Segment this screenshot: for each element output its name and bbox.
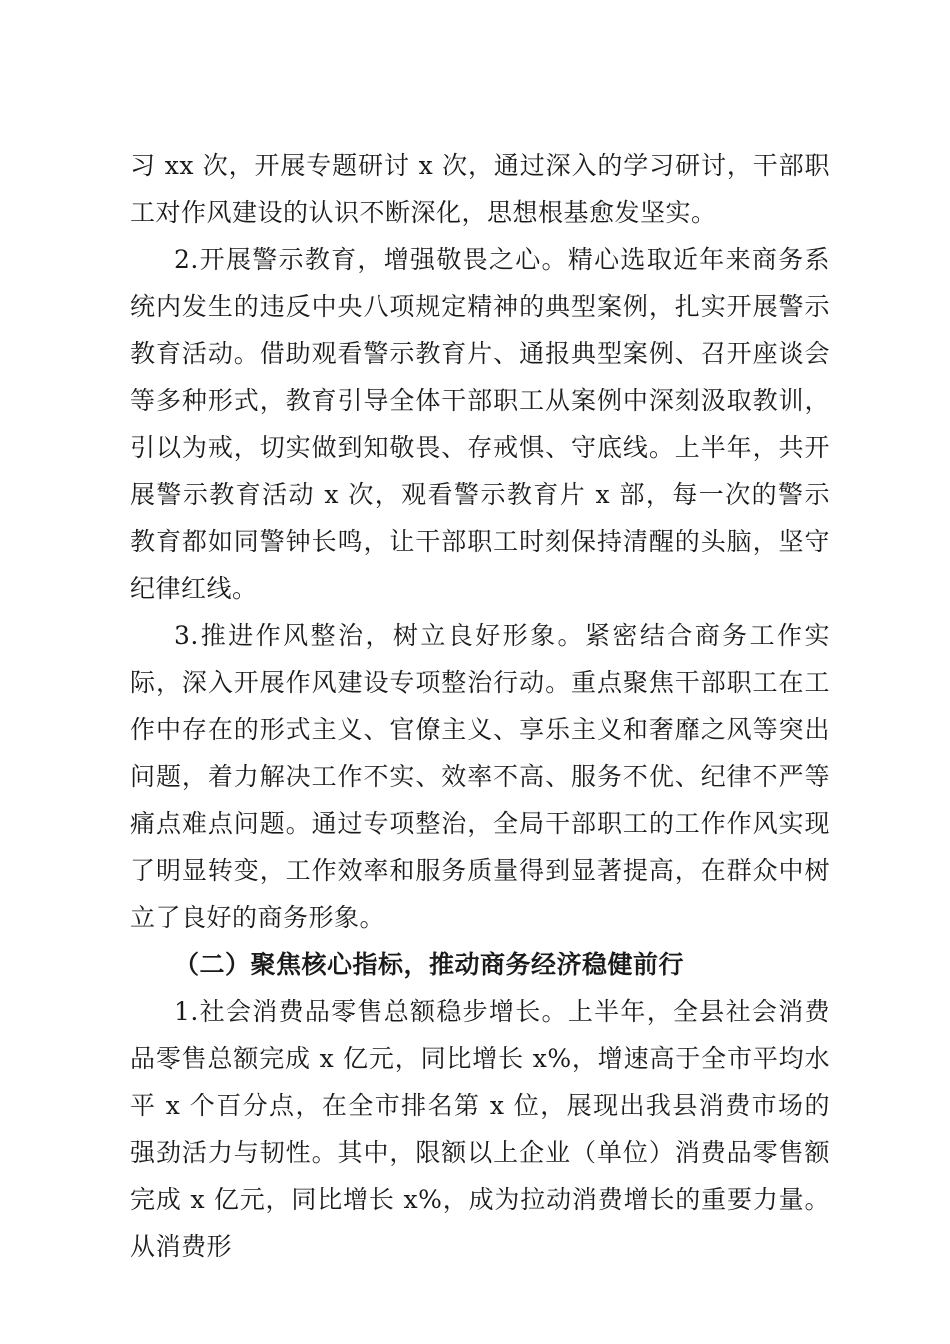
paragraph-style-rectification: 3.推进作风整治，树立良好形象。紧密结合商务工作实际，深入开展作风建设专项整治行动。重点聚焦干部职工在工作中存在的形式主义、官僚主义、享乐主义和奢靡之风等突出问题，着力解决工作不实、效率不高、服务不优、纪律不严等痛点难点问题。通过专项整治，全局干部职工的工作作风实现了明显转变，工作效率和服务质量得到显著提高，在群众中树立了良好的商务形象。 [130,621,830,932]
paragraph-retail-sales: 1.社会消费品零售总额稳步增长。上半年，全县社会消费品零售总额完成 x 亿元，同比增长 x%，增速高于全市平均水平 x 个百分点，在全市排名第 x 位，展现出我县消费市场的强劲活力与韧性。其中，限额以上企业（单位）消费品零售额完成 x 亿元，同比增长 x%，成为拉动消费增长的重要力量。从消费形 [130,997,830,1261]
paragraph-warning-education: 2.开展警示教育，增强敬畏之心。精心选取近年来商务系统内发生的违反中央八项规定精神的典型案例，扎实开展警示教育活动。借助观看警示教育片、通报典型案例、召开座谈会等多种形式，教育引导全体干部职工从案例中深刻汲取教训，引以为戒，切实做到知敬畏、存戒惧、守底线。上半年，共开展警示教育活动 x 次，观看警示教育片 x 部，每一次的警示教育都如同警钟长鸣，让干部职工时刻保持清醒的头脑，坚守纪律红线。 [130,245,830,603]
section-heading: （二）聚焦核心指标，推动商务经济稳健前行 [174,950,685,979]
document-body [130,142,830,1270]
paragraph-continuation: 习 xx 次，开展专题研讨 x 次，通过深入的学习研讨，干部职工对作风建设的认识不断深化，思想根基愈发坚实。 [130,151,830,227]
